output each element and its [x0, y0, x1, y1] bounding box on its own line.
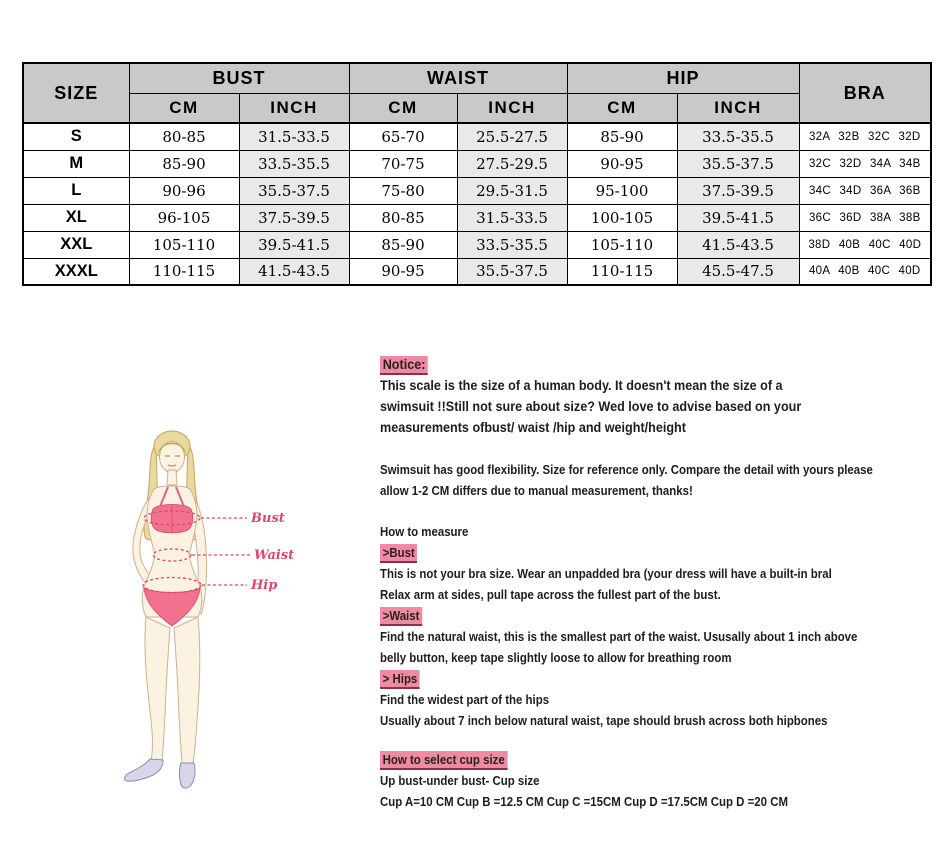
size-cell: XXXL [23, 258, 129, 285]
waist-inch-cell: 29.5-31.5 [457, 177, 567, 204]
bra-cell: 34C 34D 36A 36B [799, 177, 931, 204]
waist-label: Waist [254, 548, 295, 563]
hips-instruction-line: Usually about 7 inch below natural waist, tape should brush across both hipbones [380, 713, 828, 728]
unit-header-bust-inch: INCH [239, 94, 349, 124]
bust-label: Bust [251, 511, 285, 526]
bust-cm-cell: 105-110 [129, 231, 239, 258]
size-cell: L [23, 177, 129, 204]
waist-heading: >Waist [380, 607, 422, 626]
bust-instruction-line: This is not your bra size. Wear an unpadded bra (your dress will have a built-in bral [380, 566, 832, 581]
bust-inch-cell: 35.5-37.5 [239, 177, 349, 204]
bust-inch-cell: 33.5-35.5 [239, 150, 349, 177]
flexibility-line: allow 1-2 CM differs due to manual measurement, thanks! [380, 483, 693, 498]
bust-heading-line [380, 542, 875, 563]
hip-inch-cell: 41.5-43.5 [677, 231, 799, 258]
waist-cm-cell: 90-95 [349, 258, 457, 285]
flexibility-line: Swimsuit has good flexibility. Size for reference only. Compare the detail with yours please [380, 462, 873, 477]
table-row-xxxl [23, 258, 931, 285]
table-row-s [23, 123, 931, 150]
unit-header-hip-inch: INCH [677, 94, 799, 124]
size-cell: S [23, 123, 129, 150]
unit-header-waist-inch: INCH [457, 94, 567, 124]
cup-size-line: Cup A=10 CM Cup B =12.5 CM Cup C =15CM Cup D =17.5CM Cup D =20 CM [380, 794, 789, 809]
bust-inch-cell: 41.5-43.5 [239, 258, 349, 285]
bust-cm-cell: 85-90 [129, 150, 239, 177]
notice-line: measurements ofbust/ waist /hip and weight/height [380, 419, 686, 435]
hip-cm-cell: 95-100 [567, 177, 677, 204]
waist-inch-cell: 25.5-27.5 [457, 123, 567, 150]
waist-heading-line [380, 605, 875, 626]
bust-cm-cell: 90-96 [129, 177, 239, 204]
size-cell: XXL [23, 231, 129, 258]
bust-cm-cell: 96-105 [129, 204, 239, 231]
bust-inch-cell: 37.5-39.5 [239, 204, 349, 231]
notes-panel [380, 354, 942, 812]
bra-cell: 40A 40B 40C 40D [799, 258, 931, 285]
waist-cm-cell: 75-80 [349, 177, 457, 204]
col-header-waist: WAIST [349, 63, 567, 94]
waist-cm-cell: 80-85 [349, 204, 457, 231]
size-cell: XL [23, 204, 129, 231]
bra-cell: 38D 40B 40C 40D [799, 231, 931, 258]
waist-instruction-line: belly button, keep tape slightly loose to allow for breathing room [380, 650, 732, 665]
waist-inch-cell: 31.5-33.5 [457, 204, 567, 231]
hips-instruction-line: Find the widest part of the hips [380, 692, 550, 707]
waist-cm-cell: 70-75 [349, 150, 457, 177]
waist-cm-cell: 65-70 [349, 123, 457, 150]
cup-size-line: Up bust-under bust- Cup size [380, 773, 540, 788]
hip-cm-cell: 85-90 [567, 123, 677, 150]
figure-legs [145, 617, 200, 763]
size-chart-table [22, 62, 932, 286]
hip-label: Hip [251, 578, 278, 593]
size-chart-section [22, 62, 932, 286]
figure-head [159, 442, 185, 486]
unit-header-hip-cm: CM [567, 94, 677, 124]
figure-neck [167, 470, 177, 485]
col-header-bust: BUST [129, 63, 349, 94]
hip-cm-cell: 100-105 [567, 204, 677, 231]
hip-cm-cell: 110-115 [567, 258, 677, 285]
waist-inch-cell: 33.5-35.5 [457, 231, 567, 258]
figure-shoes [125, 759, 195, 788]
notice-line: swimsuit !!Still not sure about size? Wed love to advise based on your [380, 398, 802, 414]
waist-inch-cell: 27.5-29.5 [457, 150, 567, 177]
col-header-hip: HIP [567, 63, 799, 94]
hip-inch-cell: 45.5-47.5 [677, 258, 799, 285]
hip-inch-cell: 33.5-35.5 [677, 123, 799, 150]
table-row-m [23, 150, 931, 177]
notice-line: This scale is the size of a human body. It doesn't mean the size of a [380, 377, 783, 393]
bra-cell: 32A 32B 32C 32D [799, 123, 931, 150]
col-header-size: SIZE [23, 63, 129, 123]
cup-size-heading: How to select cup size [380, 751, 507, 770]
hip-inch-cell: 39.5-41.5 [677, 204, 799, 231]
hip-inch-cell: 37.5-39.5 [677, 177, 799, 204]
bra-cell: 32C 32D 34A 34B [799, 150, 931, 177]
bust-heading: >Bust [380, 544, 417, 563]
bra-cell: 36C 36D 38A 38B [799, 204, 931, 231]
measurement-figure-section [95, 425, 330, 795]
bust-inch-cell: 31.5-33.5 [239, 123, 349, 150]
hips-heading: > Hips [380, 670, 420, 689]
waist-cm-cell: 85-90 [349, 231, 457, 258]
bust-cm-cell: 110-115 [129, 258, 239, 285]
figure-illustration [95, 425, 330, 795]
unit-header-bust-cm: CM [129, 94, 239, 124]
col-header-bra: BRA [799, 63, 931, 123]
table-row-xl [23, 204, 931, 231]
waist-instruction-line: Find the natural waist, this is the smallest part of the waist. Ususally about 1 inch above [380, 629, 858, 644]
waist-inch-cell: 35.5-37.5 [457, 258, 567, 285]
notice-heading-line [380, 354, 886, 375]
bust-instruction-line: Relax arm at sides, pull tape across the fullest part of the bust. [380, 587, 721, 602]
bust-cm-cell: 80-85 [129, 123, 239, 150]
hip-cm-cell: 105-110 [567, 231, 677, 258]
hips-heading-line [380, 668, 875, 689]
hip-inch-cell: 35.5-37.5 [677, 150, 799, 177]
bust-inch-cell: 39.5-41.5 [239, 231, 349, 258]
cup-size-heading-line [380, 749, 875, 770]
size-cell: M [23, 150, 129, 177]
notice-heading: Notice: [380, 356, 428, 375]
unit-header-waist-cm: CM [349, 94, 457, 124]
hip-cm-cell: 90-95 [567, 150, 677, 177]
table-row-l [23, 177, 931, 204]
how-to-measure-heading: How to measure [380, 524, 469, 539]
table-row-xxl [23, 231, 931, 258]
